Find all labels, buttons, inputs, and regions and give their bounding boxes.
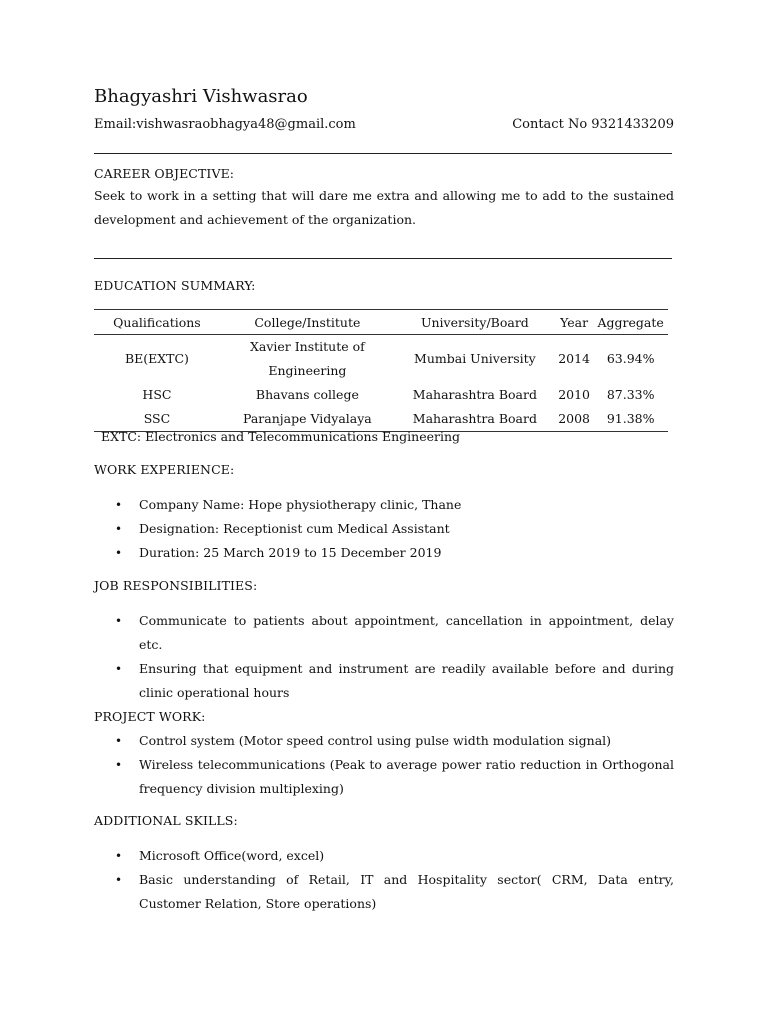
column-header: Qualifications xyxy=(94,310,220,335)
job-responsibilities-list xyxy=(94,609,674,705)
list-item xyxy=(94,541,674,565)
bullet-icon: • xyxy=(115,662,123,676)
list-item xyxy=(94,868,674,916)
list-item-text: Company Name: Hope physiotherapy clinic, Thane xyxy=(139,497,462,512)
bullet-icon: • xyxy=(115,546,123,560)
table-cell: Maharashtra Board xyxy=(395,407,555,432)
career-objective-heading: CAREER OBJECTIVE: xyxy=(94,166,235,181)
table-cell: Xavier Institute of Engineering xyxy=(249,339,365,378)
divider-line xyxy=(94,153,672,154)
table-cell: 91.38% xyxy=(593,407,668,432)
table-row xyxy=(94,335,668,384)
bullet-icon: • xyxy=(115,522,123,536)
table-cell: Paranjape Vidyalaya xyxy=(220,407,395,432)
list-item-text: Basic understanding of Retail, IT and Hospitality sector( CRM, Data entry, Customer Relation, Store operations) xyxy=(139,872,674,911)
job-responsibilities-heading: JOB RESPONSIBILITIES: xyxy=(94,578,258,593)
table-cell: Maharashtra Board xyxy=(412,387,537,402)
education-note: EXTC: Electronics and Telecommunications Engineering xyxy=(101,429,461,444)
list-item xyxy=(94,753,674,801)
bullet-icon: • xyxy=(115,849,123,863)
candidate-name: Bhagyashri Vishwasrao xyxy=(94,86,308,107)
column-header: College/Institute xyxy=(220,310,395,335)
table-cell: 2008 xyxy=(555,407,593,432)
list-item-text: Wireless telecommunications (Peak to average power ratio reduction in Orthogonal frequency division multiplexing) xyxy=(139,757,674,796)
table-row xyxy=(94,383,668,407)
table-cell: 63.94% xyxy=(606,351,655,366)
list-item-text: Control system (Motor speed control using pulse width modulation signal) xyxy=(139,733,612,748)
list-item-text: Communicate to patients about appointment, cancellation in appointment, delay etc. xyxy=(139,613,674,652)
table-cell: Bhavans college xyxy=(255,387,359,402)
bullet-icon: • xyxy=(115,873,123,887)
education-table xyxy=(94,309,668,432)
work-experience-list xyxy=(94,493,674,565)
table-cell: SSC xyxy=(94,407,220,432)
bullet-icon: • xyxy=(115,498,123,512)
table-header-row xyxy=(94,310,668,335)
bullet-icon: • xyxy=(115,758,123,772)
list-item xyxy=(94,657,674,705)
contact-number: Contact No 9321433209 xyxy=(512,117,674,132)
list-item-text: Ensuring that equipment and instrument are readily available before and during clinic operational hours xyxy=(139,661,674,700)
column-header: University/Board xyxy=(395,310,555,335)
project-work-list xyxy=(94,729,674,801)
list-item-text: Duration: 25 March 2019 to 15 December 2019 xyxy=(139,545,442,560)
list-item-text: Microsoft Office(word, excel) xyxy=(139,848,325,863)
list-item xyxy=(94,609,674,657)
work-experience-heading: WORK EXPERIENCE: xyxy=(94,462,235,477)
project-work-heading: PROJECT WORK: xyxy=(94,709,206,724)
column-header: Aggregate xyxy=(593,310,668,335)
bullet-icon: • xyxy=(115,614,123,628)
list-item xyxy=(94,493,674,517)
table-cell: BE(EXTC) xyxy=(124,351,189,366)
additional-skills-heading: ADDITIONAL SKILLS: xyxy=(94,813,238,828)
email-text: Email:vishwasraobhagya48@gmail.com xyxy=(94,117,356,132)
divider-line xyxy=(94,258,672,259)
table-cell: 87.33% xyxy=(606,387,655,402)
list-item xyxy=(94,517,674,541)
table-cell: 2014 xyxy=(558,351,590,366)
bullet-icon: • xyxy=(115,734,123,748)
table-cell: 2010 xyxy=(558,387,590,402)
table-cell: HSC xyxy=(142,387,172,402)
education-summary-heading: EDUCATION SUMMARY: xyxy=(94,278,256,293)
list-item xyxy=(94,844,674,868)
additional-skills-list xyxy=(94,844,674,916)
table-row xyxy=(94,407,668,432)
list-item xyxy=(94,729,674,753)
column-header: Year xyxy=(555,310,593,335)
career-objective-text: Seek to work in a setting that will dare me extra and allowing me to add to the sustained development and achievement of the organization. xyxy=(94,188,674,227)
list-item-text: Designation: Receptionist cum Medical Assistant xyxy=(139,521,450,536)
table-cell: Mumbai University xyxy=(414,351,536,366)
